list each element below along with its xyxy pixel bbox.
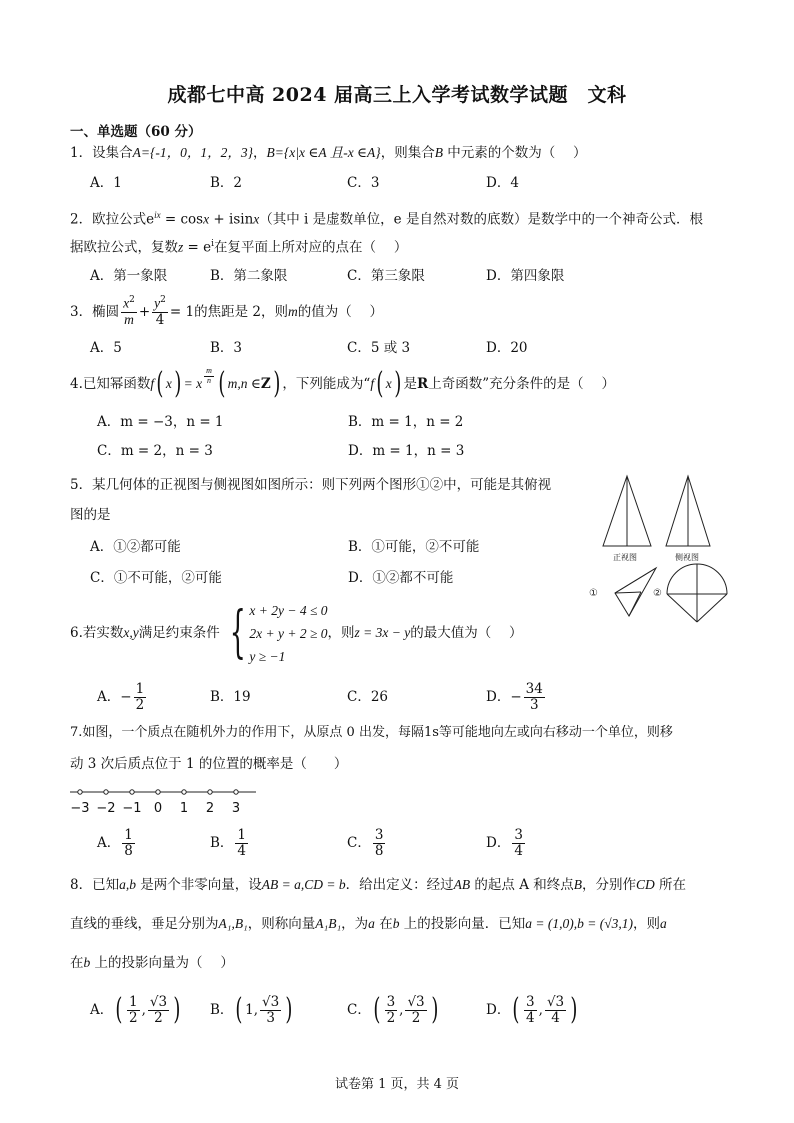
- question-1-option-c: C．3: [347, 175, 380, 191]
- number-line-point: [234, 790, 238, 794]
- number-line-label: −2: [96, 801, 116, 816]
- question-7-option-b: B． $\frac{1}{4}$: [210, 826, 247, 859]
- question-8-option-b: B． ( 1 , $\frac{√3}{3}$ ): [210, 992, 293, 1027]
- page-title: 成都七中高 2024 届高三上入学考试数学试题 文科: [167, 84, 627, 106]
- question-7-option-a: A． $\frac{1}{8}$: [97, 826, 133, 859]
- ellipse-term-x: $\frac{x^2}{m}$: [123, 295, 135, 327]
- question-5-option-a: A．①②都可能: [90, 539, 181, 555]
- question-2-option-a: A．第一象限: [90, 268, 168, 284]
- ellipse-term-y: $\frac{y^2}{4}$: [154, 295, 166, 328]
- question-1-option-b: B．2: [210, 175, 243, 191]
- question-8-stem-line2: 直线的垂线，垂足分别为A₁,B₁，则称向量A₁B₁，为a 在b 上的投影向量．已知a = (1,0),b = (√3,1)，则a: [70, 916, 667, 932]
- question-1-option-d: D．4: [486, 175, 519, 191]
- number-line-point: [104, 790, 108, 794]
- question-2-option-b: B．第二象限: [210, 268, 288, 284]
- question-7-stem-line1: 7.如图，一个质点在随机外力的作用下，从原点 0 出发，每隔1s等可能地向左或向右移动一个单位，则移: [70, 725, 673, 740]
- question-8-stem-line1: 8．已知a,b 是两个非零向量，设AB = a,CD = b．给出定义：经过AB 的起点 A 和终点B，分别作CD 所在: [70, 877, 687, 893]
- number-line-label: 2: [205, 801, 215, 816]
- question-8-stem-line3: 在b 上的投影向量为（ ）: [70, 955, 234, 971]
- question-3-option-a: A．5: [90, 340, 122, 356]
- question-4-stem: 4.已知幂函数 f ( x ) = x $\frac{m}{n}$ ( m ,n ∈ Z ) ，下列能成为“ f ( x ) 是 R 上奇函数”充分条件的是（ ）: [70, 366, 615, 401]
- question-4-option-d: D．m = 1，n = 3: [348, 443, 465, 459]
- question-6-option-a: A． − $\frac{1}{2}$: [97, 680, 145, 713]
- question-1-option-a: A．1: [90, 175, 122, 191]
- question-8-option-c: C． ( $\frac{3}{2}$ , $\frac{√3}{2}$ ): [347, 992, 439, 1027]
- question-3-option-d: D．20: [486, 340, 528, 356]
- number-line-point: [78, 790, 82, 794]
- question-4-option-b: B．m = 1，n = 2: [348, 414, 464, 430]
- question-5-stem-line1: 5．某几何体的正视图与侧视图如图所示：则下列两个图形①②中，可能是其俯视: [70, 477, 552, 493]
- number-line-label: −1: [122, 801, 142, 816]
- question-2-stem-line1: 2．欧拉公式$e^{ix} = \cos x + isinx$（其中 i 是虚数单位，e 是自然对数的底数）是数学中的一个神奇公式．根: [70, 210, 703, 228]
- question-6-option-c: C．26: [347, 689, 389, 705]
- question-7-option-d: D． $\frac{3}{4}$: [486, 826, 523, 859]
- question-3-stem: 3．椭圆 $\frac{x^2}{m}$ + $\frac{y^2}{4}$ = 1 的焦距是 2，则 m 的值为（ ）: [70, 295, 384, 328]
- question-5-option-b: B．①可能，②不可能: [348, 539, 480, 555]
- number-line-label: 0: [153, 801, 163, 816]
- number-line-label: −3: [70, 801, 90, 816]
- q5-three-view-figure: [585, 468, 750, 643]
- figure-2-label: ②: [653, 588, 662, 599]
- section-heading: 一、单选题（60 分）: [70, 124, 202, 140]
- question-3-option-b: B．3: [210, 340, 243, 356]
- number-line-label: 3: [231, 801, 241, 816]
- question-8-option-a: A． ( $\frac{1}{2}$ , $\frac{√3}{2}$ ): [90, 992, 181, 1027]
- question-2-option-d: D．第四象限: [486, 268, 565, 284]
- question-5-option-d: D．①②都不可能: [348, 570, 454, 586]
- question-5-stem-line2: 图的是: [70, 507, 111, 523]
- question-5-option-c: C．①不可能，②可能: [90, 570, 222, 586]
- number-line-point: [130, 790, 134, 794]
- question-6-option-b: B．19: [210, 689, 251, 705]
- number-line-point: [156, 790, 160, 794]
- constraint-system: x + 2y − 4 ≤ 0 2x + y + 2 ≥ 0 y ≥ −1: [249, 602, 328, 664]
- number-line-label: 1: [179, 801, 189, 816]
- question-4-option-a: A．m = −3，n = 1: [97, 414, 224, 430]
- front-view-label: 正视图: [613, 553, 637, 562]
- constraint-brace: {: [229, 600, 246, 665]
- question-2-stem-line2: 据欧拉公式，复数$z = e^i$在复平面上所对应的点在（ ）: [70, 239, 408, 256]
- number-line-point: [182, 790, 186, 794]
- question-2-option-c: C．第三象限: [347, 268, 425, 284]
- question-4-option-c: C．m = 2，n = 3: [97, 443, 213, 459]
- power-exponent: $\frac{m}{n}$: [206, 366, 212, 385]
- question-7-stem-line2: 动 3 次后质点位于 1 的位置的概率是（ ）: [70, 756, 348, 772]
- number-line-point: [208, 790, 212, 794]
- number-line: [66, 786, 266, 820]
- figure-1-label: ①: [589, 588, 598, 599]
- question-6-option-d: D． − $\frac{34}{3}$: [486, 680, 543, 713]
- question-8-option-d: D． ( $\frac{3}{4}$ , $\frac{√3}{4}$ ): [486, 992, 578, 1027]
- question-7-option-c: C． $\frac{3}{8}$: [347, 826, 384, 859]
- side-view-label: 侧视图: [675, 553, 699, 562]
- page-footer: 试卷第 1 页，共 4 页: [334, 1077, 460, 1092]
- question-3-option-c: C．5 或 3: [347, 340, 411, 356]
- question-1-stem: 1．设集合A={-1，0，1，2，3}，B={x|x ∈A 且-x ∈A}，则集合B 中元素的个数为（ ）: [70, 145, 587, 161]
- question-6-stem: 6.若实数 x,y 满足约束条件 { x + 2y − 4 ≤ 0 2x + y + 2 ≥ 0 y ≥ −1 ，则 z = 3x − y 的最大值为（ ）: [70, 598, 523, 668]
